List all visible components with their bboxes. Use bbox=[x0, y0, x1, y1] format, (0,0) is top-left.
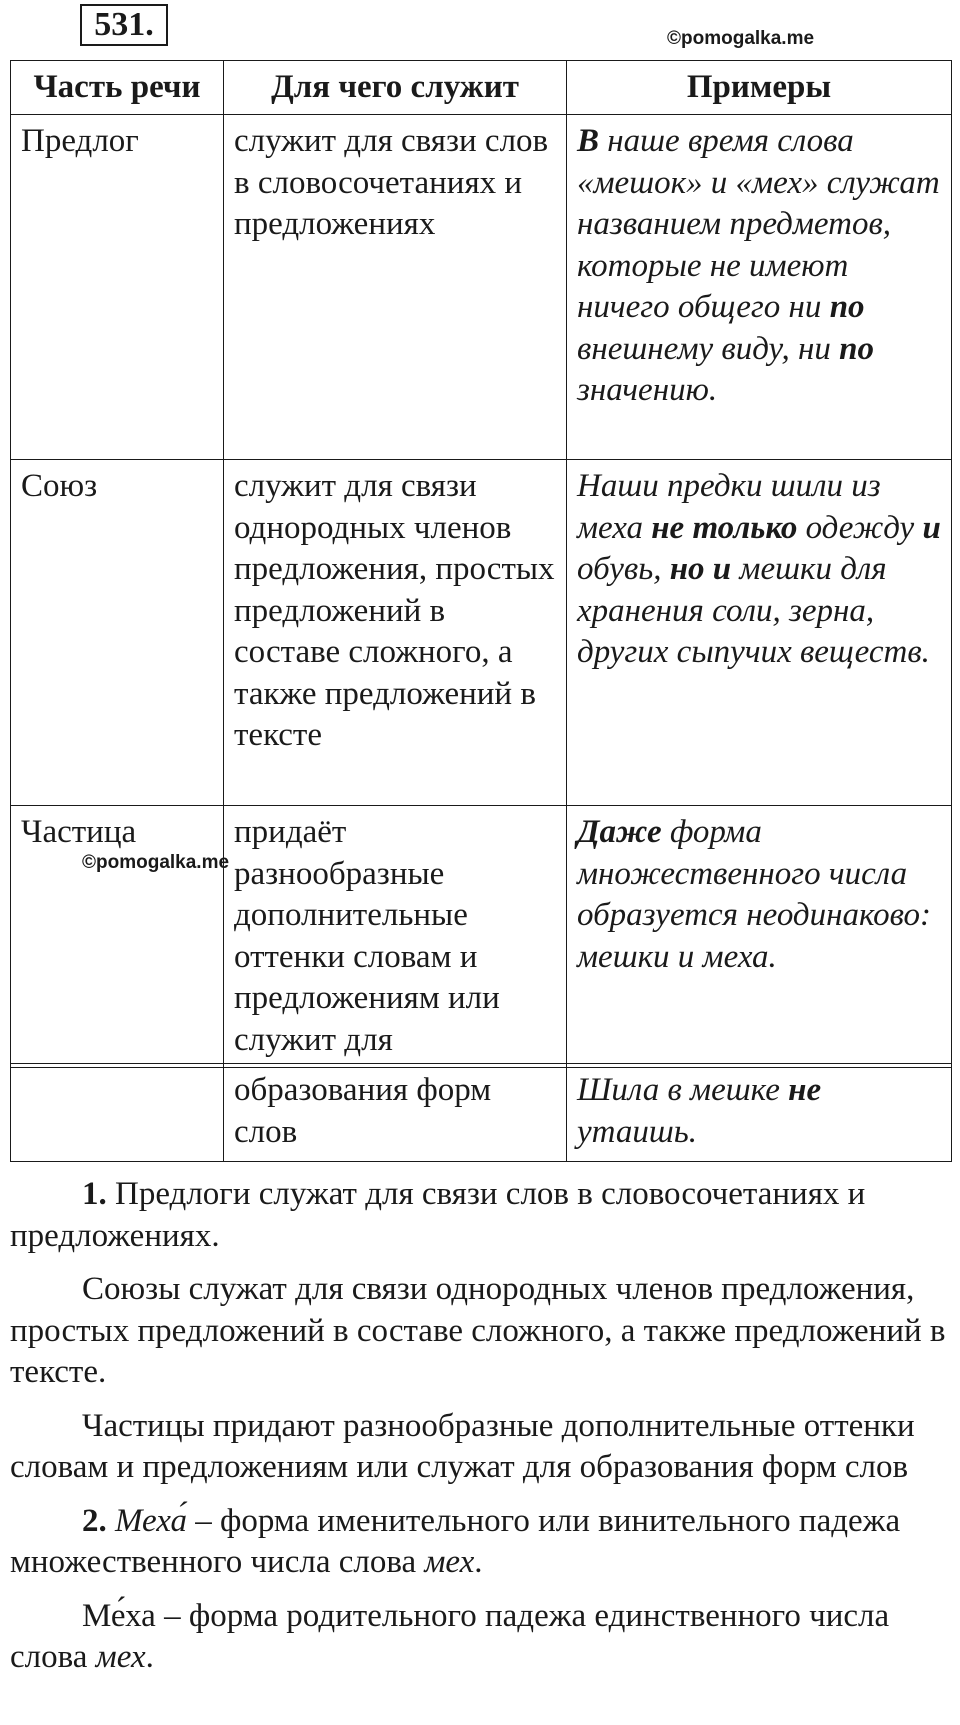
term-word: Ме́ха bbox=[82, 1597, 156, 1634]
term-word: Меха́ bbox=[115, 1502, 187, 1539]
table-header-row bbox=[11, 61, 952, 115]
answer-text: – форма именительного или винительного падежа множественного числа слова bbox=[10, 1502, 901, 1580]
answer-paragraph bbox=[10, 1501, 950, 1584]
watermark-middle: ©pomogalka.me bbox=[82, 852, 230, 873]
answer-text: Предлоги служат для связи слов в словосочетаниях и предложениях. bbox=[10, 1176, 866, 1254]
purpose-cell: образования форм слов bbox=[224, 1064, 567, 1162]
part-cell: Частица bbox=[11, 806, 224, 1068]
answer-number: 1. bbox=[82, 1176, 107, 1212]
term-reference: мех bbox=[424, 1544, 475, 1580]
answer-number: 2. bbox=[82, 1502, 107, 1539]
term-reference: мех bbox=[95, 1639, 146, 1675]
parts-of-speech-table bbox=[10, 60, 952, 1068]
purpose-cell: придаёт разнообразные дополнительные оттенки словам и предложениям или служит для bbox=[224, 806, 567, 1068]
example-cell: Даже форма множественного числа образуется неодинаково: мешки и меха. bbox=[567, 806, 952, 1068]
answer-paragraph: Частицы придают разнообразные дополнительные оттенки словам и предложениям или служат для образования форм слов bbox=[10, 1407, 915, 1485]
punctuation: . bbox=[474, 1544, 483, 1580]
answer-paragraph bbox=[10, 1174, 950, 1257]
header-purpose: Для чего служит bbox=[224, 61, 567, 115]
header-examples: Примеры bbox=[567, 61, 952, 115]
answer-paragraph bbox=[10, 1596, 950, 1679]
answer-paragraph: Союзы служат для связи однородных членов предложения, простых предложений в составе сложного, а также предложений в тексте. bbox=[10, 1271, 946, 1390]
purpose-cell: служит для связи слов в словосочетаниях и предложениях bbox=[224, 115, 567, 460]
table-row bbox=[11, 460, 952, 806]
table-row bbox=[11, 1064, 952, 1162]
example-cell: Наши предки шили из меха не только одежду и обувь, но и мешки для хранения соли, зерна, других сыпучих веществ. bbox=[567, 460, 952, 806]
example-cell: В наше время слова «мешок» и «мех» служат названием предметов, которые не имеют ничего общего ни по внешнему виду, ни по значению. bbox=[567, 115, 952, 460]
header-part-of-speech: Часть речи bbox=[11, 61, 224, 115]
answers-section bbox=[10, 1174, 950, 1691]
table-row bbox=[11, 115, 952, 460]
purpose-cell: служит для связи однородных членов предложения, простых предложений в составе сложного, а также предложений в тексте bbox=[224, 460, 567, 806]
table-continuation bbox=[10, 1063, 952, 1162]
answer-text: – форма родительного падежа единственного числа слова bbox=[10, 1597, 890, 1675]
table-row bbox=[11, 806, 952, 1068]
exercise-number: 531. bbox=[80, 4, 168, 46]
punctuation: . bbox=[145, 1639, 154, 1675]
part-cell bbox=[11, 1064, 224, 1162]
part-cell: Предлог bbox=[11, 115, 224, 460]
example-cell: Шила в мешке не утаишь. bbox=[567, 1064, 952, 1162]
part-cell: Союз bbox=[11, 460, 224, 806]
watermark-top: ©pomogalka.me bbox=[667, 28, 815, 49]
